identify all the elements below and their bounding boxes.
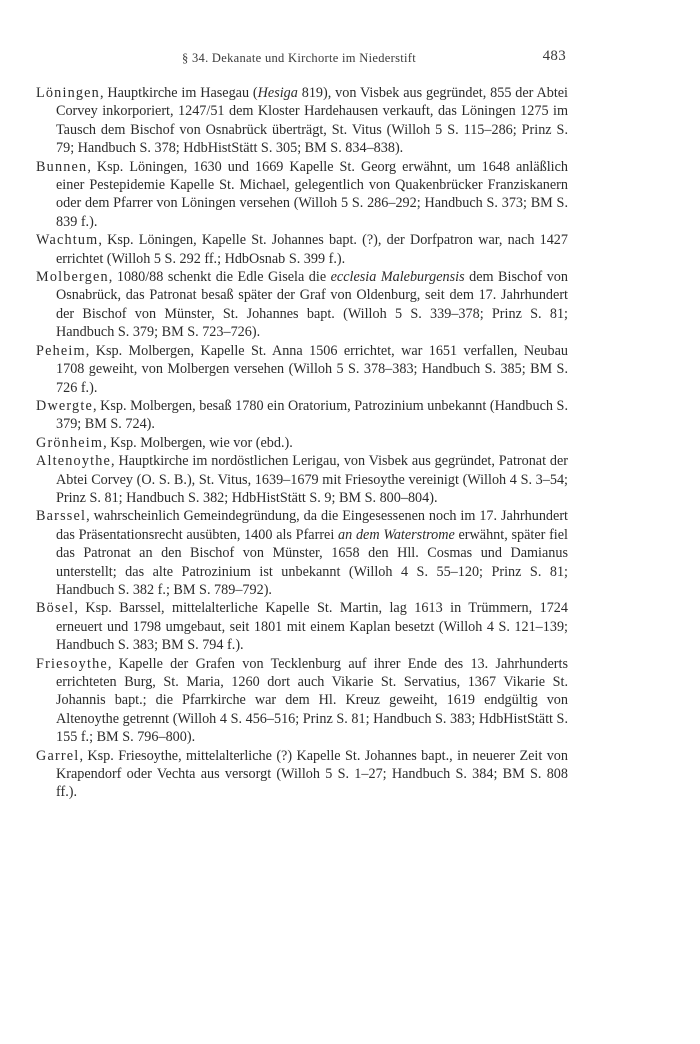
book-page bbox=[36, 46, 568, 802]
place-entry bbox=[36, 342, 568, 397]
entry-list bbox=[36, 84, 568, 802]
entry-text: , Ksp. Molbergen, besaß 1780 ein Oratorium, Patrozinium unbekannt (Handbuch S. 379; BM S. 724). bbox=[56, 397, 568, 433]
entry-text: , Ksp. Molbergen, wie vor (ebd.). bbox=[103, 434, 293, 451]
place-headword: Peheim bbox=[36, 342, 86, 359]
place-headword: Friesoythe bbox=[36, 655, 108, 672]
place-headword: Molbergen bbox=[36, 269, 109, 286]
entry-text: , Ksp. Löningen, 1630 und 1669 Kapelle St. Georg erwähnt, um 1648 anläßlich einer Pestepidemie Kapelle St. Michael, gelegentlich von Quakenbrücker Franziskanern oder dem Pfarrer von Löningen versehen (Willoh 5 S. 286–292; Handbuch S. 373; BM S. 839 f.). bbox=[56, 158, 568, 230]
place-entry bbox=[36, 434, 568, 452]
place-entry bbox=[36, 747, 568, 802]
entry-text: , Hauptkirche im nordöstlichen Lerigau, von Visbek aus gegründet, Patronat der Abtei Corvey (O. S. B.), St. Vitus, 1639–1679 mit Friesoythe vereinigt (Willoh 4 S. 3–54; Prinz S. 81; Handbuch S. 382; HdbHistStätt S. 9; BM S. 800–804). bbox=[56, 453, 568, 506]
place-entry bbox=[36, 158, 568, 232]
place-headword: Bösel bbox=[36, 600, 75, 617]
place-headword: Bunnen bbox=[36, 158, 88, 175]
entry-text: , 1080/88 schenkt die Edle Gisela die bbox=[108, 269, 331, 286]
place-headword: Dwergte bbox=[36, 397, 93, 414]
page-number: 483 bbox=[542, 48, 566, 64]
italic-text: an dem Waterstrome bbox=[338, 526, 455, 543]
entry-text: 819), von Visbek aus gegründet, 855 der Abtei Corvey inkorporiert, 1247/51 dem Kloster Hardehausen verkauft, das Löningen 1275 im Tausch dem Bischof von Osnabrück überträgt, St. Vitus (Willoh 5 S. 115–286; Prinz S. 79; Handbuch S. 378; HdbHistStätt S. 305; BM S. 834–838). bbox=[56, 85, 568, 157]
place-entry bbox=[36, 655, 568, 747]
entry-text: , wahrscheinlich Gemeindegründung, da die Eingesessenen noch im 17. Jahrhundert das Präsentationsrecht ausübten, 1400 als Pfarrei bbox=[56, 508, 568, 543]
italic-text: Hesiga bbox=[257, 85, 298, 101]
place-entry bbox=[36, 268, 568, 342]
entry-text: , Ksp. Löningen, Kapelle St. Johannes bapt. (?), der Dorfpatron war, nach 1427 errichtet (Willoh 5 S. 292 ff.; HdbOsnab S. 399 f.). bbox=[56, 232, 568, 267]
entry-text: erwähnt, später fiel das Patronat an den Bischof von Münster, 1658 den Hll. Cosmas und Damianus unterstellt; das alte Patrozinium ist unbekannt (Willoh 4 S. 55–120; Prinz S. 81; Handbuch S. 382 f.; BM S. 789–792). bbox=[56, 526, 568, 598]
entry-text: , Hauptkirche im Hasegau ( bbox=[99, 85, 258, 101]
place-entry bbox=[36, 452, 568, 507]
place-headword: Grönheim bbox=[36, 434, 104, 451]
italic-text: ecclesia Maleburgensis bbox=[330, 269, 465, 286]
place-headword: Wachtum bbox=[36, 232, 99, 249]
running-head bbox=[36, 46, 568, 70]
place-entry bbox=[36, 397, 568, 434]
running-title: § 34. Dekanate und Kirchorte im Niederstift bbox=[182, 51, 417, 65]
place-headword: Garrel bbox=[36, 747, 80, 764]
entry-text: , Kapelle der Grafen von Tecklenburg auf ihrer Ende des 13. Jahrhunderts errichteten Burg, St. Maria, 1260 dort auch Vikarie St. Servatius, 1367 Vikarie St. Johannis bapt.; die Pfarrkirche war dem Hl. Kreuz geweiht, 1619 endgültig von Altenoythe getrennt (Willoh 4 S. 456–516; Prinz S. 81; Handbuch S. 383; HdbHistStätt S. 155 f.; BM S. 796–800). bbox=[56, 655, 568, 746]
place-entry bbox=[36, 599, 568, 654]
entry-text: , Ksp. Molbergen, Kapelle St. Anna 1506 errichtet, war 1651 verfallen, Neubau 1708 geweiht, von Molbergen versehen (Willoh 5 S. 378–383; Handbuch S. 385; BM S. 726 f.). bbox=[56, 342, 568, 396]
place-headword: Barssel bbox=[36, 508, 87, 525]
entry-text: dem Bischof von Osnabrück, das Patronat besaß später der Graf von Oldenburg, seit dem 17. Jahrhundert der Bischof von Münster, St. Johannes bapt. (Willoh 5 S. 339–378; Prinz S. 81; Handbuch S. 379; BM S. 723–726). bbox=[56, 269, 568, 341]
place-headword: Löningen bbox=[36, 85, 100, 101]
place-entry bbox=[36, 84, 568, 158]
place-entry bbox=[36, 507, 568, 599]
entry-text: , Ksp. Barssel, mittelalterliche Kapelle St. Martin, lag 1613 in Trümmern, 1724 erneuert und 1798 umgebaut, seit 1801 mit einem Kaplan besetzt (Willoh 4 S. 121–139; Handbuch S. 383; BM S. 794 f.). bbox=[56, 600, 568, 654]
place-headword: Altenoythe bbox=[36, 453, 112, 470]
place-entry bbox=[36, 231, 568, 268]
entry-text: , Ksp. Friesoythe, mittelalterliche (?) Kapelle St. Johannes bapt., in neuerer Zeit von Krapendorf oder Vechta aus versorgt (Willoh 5 S. 1–27; Handbuch S. 384; BM S. 808 ff.). bbox=[56, 747, 568, 801]
